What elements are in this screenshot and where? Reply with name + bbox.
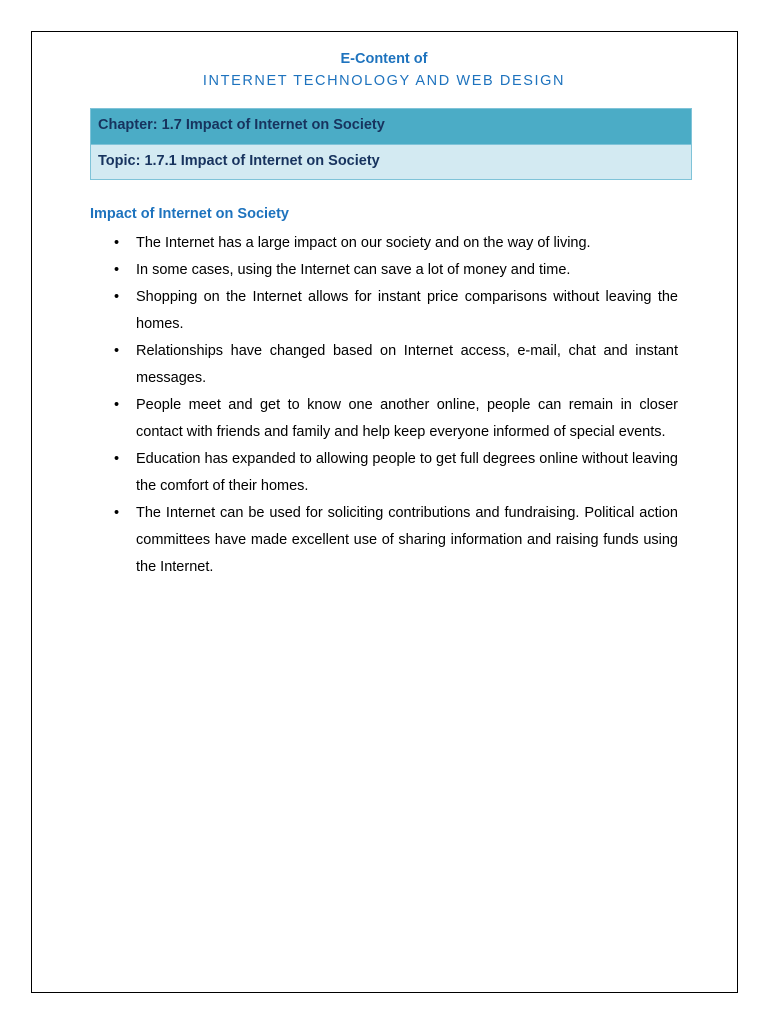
bullet-icon: • [114, 262, 120, 278]
bullet-text: In some cases, using the Internet can save a lot of money and time. [136, 262, 571, 278]
bullet-icon: • [114, 505, 120, 521]
bullet-text: Education has expanded to allowing people to get full degrees online without leaving the comfort of their homes. [136, 451, 678, 494]
bullet-icon: • [114, 397, 120, 413]
list-item [90, 284, 678, 338]
chapter-topic-box [90, 108, 692, 180]
bullet-text: The Internet has a large impact on our society and on the way of living. [136, 235, 591, 251]
list-item [90, 338, 678, 392]
bullet-text: Shopping on the Internet allows for instant price comparisons without leaving the homes. [136, 289, 678, 332]
list-item [90, 230, 678, 257]
list-item [90, 446, 678, 500]
list-item [90, 257, 678, 284]
bullet-text: The Internet can be used for soliciting contributions and fundraising. Political action committees have made excellent use of sharing information and raising funds using the Internet. [136, 505, 678, 575]
bullet-icon: • [114, 451, 120, 467]
econtent-heading: E-Content of [340, 51, 428, 67]
list-item [90, 500, 678, 581]
bullet-icon: • [114, 235, 120, 251]
bullet-list [90, 230, 678, 581]
course-title: INTERNET TECHNOLOGY AND WEB DESIGN [202, 73, 566, 89]
chapter-title: Chapter: 1.7 Impact of Internet on Society [91, 109, 691, 145]
bullet-icon: • [114, 289, 120, 305]
section-title: Impact of Internet on Society [90, 206, 289, 222]
topic-title: Topic: 1.7.1 Impact of Internet on Society [91, 145, 691, 179]
bullet-icon: • [114, 343, 120, 359]
list-item [90, 392, 678, 446]
bullet-text: Relationships have changed based on Internet access, e-mail, chat and instant messages. [136, 343, 678, 386]
bullet-text: People meet and get to know one another online, people can remain in closer contact with friends and family and help keep everyone informed of special events. [136, 397, 678, 440]
